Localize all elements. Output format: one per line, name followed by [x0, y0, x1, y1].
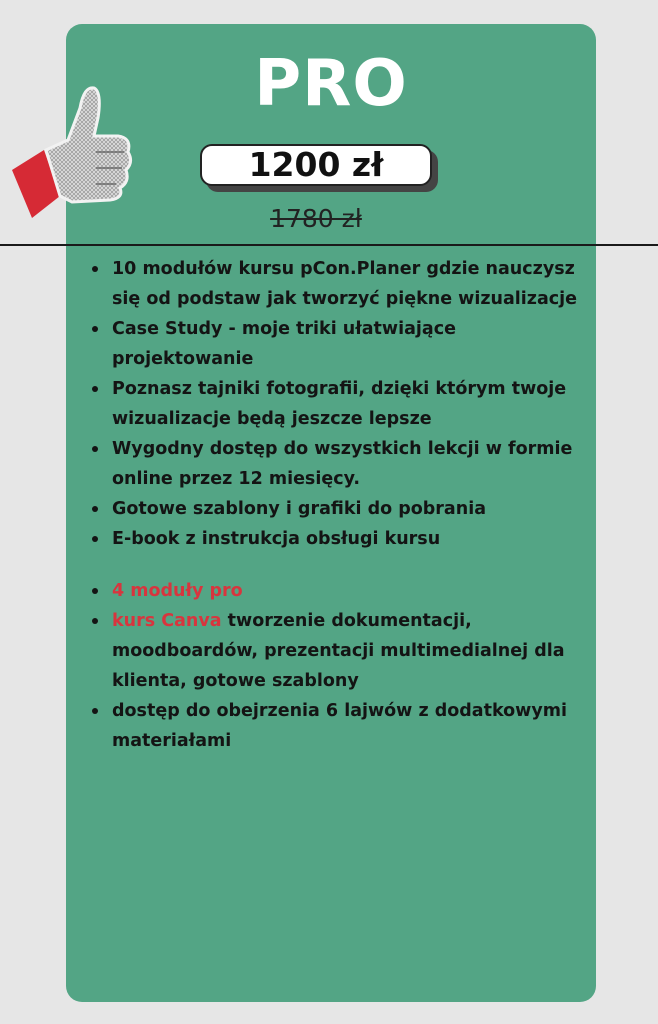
feature-list	[92, 254, 592, 756]
bullet-icon	[92, 708, 98, 714]
feature-text: Poznasz tajniki fotografii, dzięki którym twoje wizualizacje będą jeszcze lepsze	[112, 379, 567, 429]
canva-description: tworzenie dokumentacji, moodboardów, prezentacji multimedialnej dla klienta, gotowe szablony	[112, 611, 565, 691]
list-item	[92, 524, 592, 554]
canva-highlight: kurs Canva	[112, 611, 222, 631]
old-price: 1780 zł	[270, 204, 362, 233]
pro-list-item	[92, 606, 592, 696]
plan-title: PRO	[254, 47, 408, 121]
pro-list-item	[92, 576, 592, 606]
bullet-icon	[92, 588, 98, 594]
bullet-icon	[92, 266, 98, 272]
bullet-icon	[92, 506, 98, 512]
bullet-icon	[92, 326, 98, 332]
bullet-icon	[92, 386, 98, 392]
feature-text: Wygodny dostęp do wszystkich lekcji w formie online przez 12 miesięcy.	[112, 439, 573, 489]
price-badge: 1200 zł	[200, 144, 432, 186]
pro-list-item	[92, 696, 592, 756]
pro-modules-text: 4 moduły pro	[112, 581, 243, 601]
feature-text: Case Study - moje triki ułatwiające projektowanie	[112, 319, 456, 369]
list-item	[92, 314, 592, 374]
list-item	[92, 494, 592, 524]
divider-line	[0, 244, 658, 246]
bullet-icon	[92, 446, 98, 452]
feature-text: 10 modułów kursu pCon.Planer gdzie nauczysz się od podstaw jak tworzyć piękne wizualizacje	[112, 259, 578, 309]
bullet-icon	[92, 618, 98, 624]
bullet-icon	[92, 536, 98, 542]
list-item	[92, 434, 592, 494]
lives-text: dostęp do obejrzenia 6 lajwów z dodatkowymi materiałami	[112, 701, 567, 751]
feature-text: Gotowe szablony i grafiki do pobrania	[112, 499, 487, 519]
feature-text: E-book z instrukcja obsługi kursu	[112, 529, 441, 549]
list-item	[92, 374, 592, 434]
list-item	[92, 254, 592, 314]
